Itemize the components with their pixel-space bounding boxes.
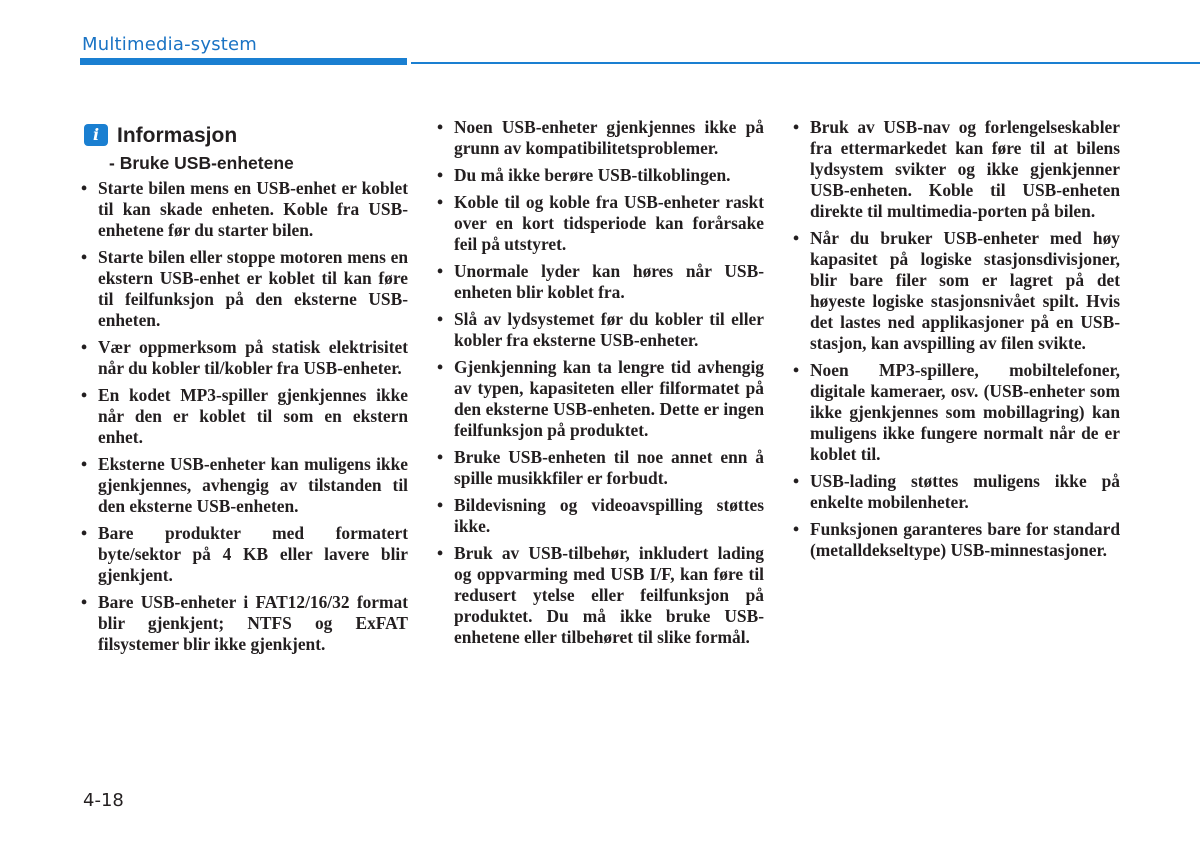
bullet-item: • Starte bilen mens en USB-enhet er koblet til kan skade enheten. Koble fra USB-enhetene før du starter bilen. xyxy=(81,178,408,241)
column-3 xyxy=(793,117,1120,567)
bullet-item: • Bruk av USB-nav og forlengelseskabler fra ettermarkedet kan føre til at bilens lydsystem svikter og ikke gjenkjenner USB-enheten. Koble til USB-enheten direkte til multimedia-porten på bilen. xyxy=(793,117,1120,222)
header-bar-thin xyxy=(411,62,1200,64)
bullet-item: • Unormale lyder kan høres når USB-enheten blir koblet fra. xyxy=(437,261,764,303)
info-title: Informasjon xyxy=(117,124,238,147)
bullet-item: • Eksterne USB-enheter kan muligens ikke gjenkjennes, avhengig av tilstanden til den eksterne USB-enheten. xyxy=(81,454,408,517)
info-subtitle: - Bruke USB-enhetene xyxy=(109,153,294,173)
header-title: Multimedia-system xyxy=(82,34,258,55)
bullet-item: • Koble til og koble fra USB-enheter raskt over en kort tidsperiode kan forårsake feil på utstyret. xyxy=(437,192,764,255)
bullet-item: • Slå av lydsystemet før du kobler til eller kobler fra eksterne USB-enheter. xyxy=(437,309,764,351)
bullet-item: • En kodet MP3-spiller gjenkjennes ikke når den er koblet til som en ekstern enhet. xyxy=(81,385,408,448)
bullet-list-col2 xyxy=(437,117,764,648)
bullet-item: • Noen MP3-spillere, mobiltelefoner, digitale kameraer, osv. (USB-enheter som ikke gjenkjennes som mobillagring) kan muligens ikke fungere normalt når de er koblet til. xyxy=(793,360,1120,465)
bullet-item: • USB-lading støttes muligens ikke på enkelte mobilenheter. xyxy=(793,471,1120,513)
info-heading xyxy=(81,122,408,152)
bullet-list-col3 xyxy=(793,117,1120,561)
column-2 xyxy=(437,117,764,654)
info-icon: i xyxy=(84,124,108,146)
bullet-item: • Bruke USB-enheten til noe annet enn å spille musikkfiler er forbudt. xyxy=(437,447,764,489)
bullet-item: • Bruk av USB-tilbehør, inkludert lading og oppvarming med USB I/F, kan føre til redusert ytelse eller feilfunksjon på produktet. Du må ikke bruke USB-enhetene eller tilbehøret til slike formål. xyxy=(437,543,764,648)
bullet-item: • Starte bilen eller stoppe motoren mens en ekstern USB-enhet er koblet til kan føre til feilfunksjon på den eksterne USB-enheten. xyxy=(81,247,408,331)
bullet-item: • Bare USB-enheter i FAT12/16/32 format blir gjenkjent; NTFS og ExFAT filsystemer blir ikke gjenkjent. xyxy=(81,592,408,655)
bullet-item: • Noen USB-enheter gjenkjennes ikke på grunn av kompatibilitetsproblemer. xyxy=(437,117,764,159)
bullet-item: • Du må ikke berøre USB-tilkoblingen. xyxy=(437,165,764,186)
bullet-item: • Vær oppmerksom på statisk elektrisitet når du kobler til/kobler fra USB-enheter. xyxy=(81,337,408,379)
bullet-item: • Funksjonen garanteres bare for standard (metalldekseltype) USB-minnestasjoner. xyxy=(793,519,1120,561)
bullet-item: • Gjenkjenning kan ta lengre tid avhengig av typen, kapasiteten eller filformatet på den eksterne USB-enheten. Dette er ingen feilfunksjon på produktet. xyxy=(437,357,764,441)
header-bar-thick xyxy=(80,58,407,65)
bullet-item: • Når du bruker USB-enheter med høy kapasitet på logiske stasjonsdivisjoner, blir bare filer som er lagret på det høyeste logiske stasjonsnivået spilt. Hvis det lastes ned applikasjoner på en USB-stasjon, kan avspilling av filen svikte. xyxy=(793,228,1120,354)
bullet-item: • Bare produkter med formatert byte/sektor på 4 KB eller lavere blir gjenkjent. xyxy=(81,523,408,586)
bullet-item: • Bildevisning og videoavspilling støttes ikke. xyxy=(437,495,764,537)
page-number: 4-18 xyxy=(83,790,124,811)
bullet-list-col1 xyxy=(81,178,408,655)
column-1 xyxy=(81,122,408,661)
